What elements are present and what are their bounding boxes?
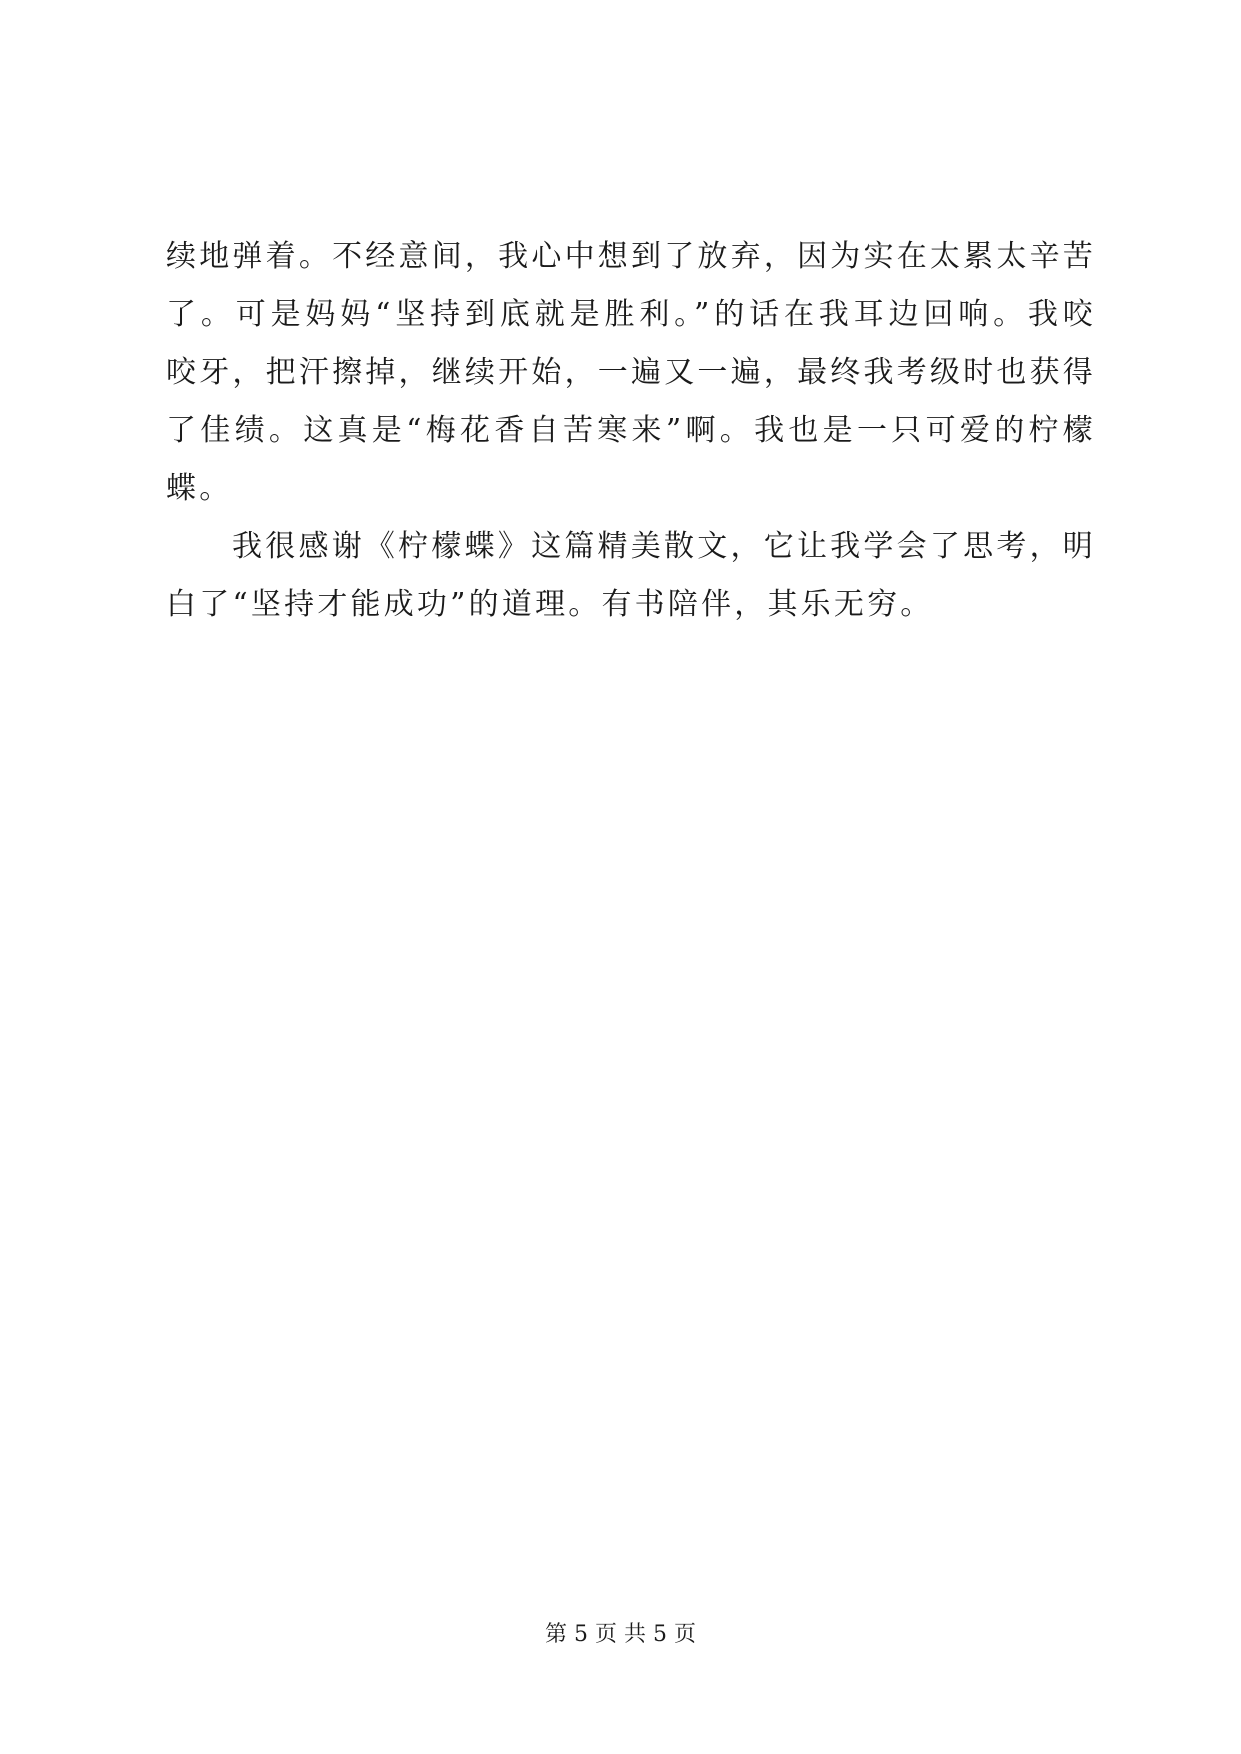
text-line: 了佳绩。这真是“梅花香自苦寒来”啊。我也是一只可爱的柠檬 <box>166 413 1096 448</box>
text-line: 白了“坚持才能成功”的道理。有书陪伴，其乐无穷。 <box>166 587 934 622</box>
paragraph <box>166 518 1096 634</box>
paragraph <box>166 228 1096 518</box>
text-line: 蝶。 <box>166 471 233 506</box>
document-body <box>166 228 1096 634</box>
text-line: 续地弹着。不经意间，我心中想到了放弃，因为实在太累太辛苦 <box>166 239 1096 274</box>
text-line: 了。可是妈妈“坚持到底就是胜利。”的话在我耳边回响。我咬 <box>166 297 1096 332</box>
text-line: 我很感谢《柠檬蝶》这篇精美散文，它让我学会了思考，明 <box>232 529 1096 564</box>
page-number-footer: 第 5 页 共 5 页 <box>545 1622 696 1647</box>
text-line: 咬牙，把汗擦掉，继续开始，一遍又一遍，最终我考级时也获得 <box>166 355 1096 390</box>
